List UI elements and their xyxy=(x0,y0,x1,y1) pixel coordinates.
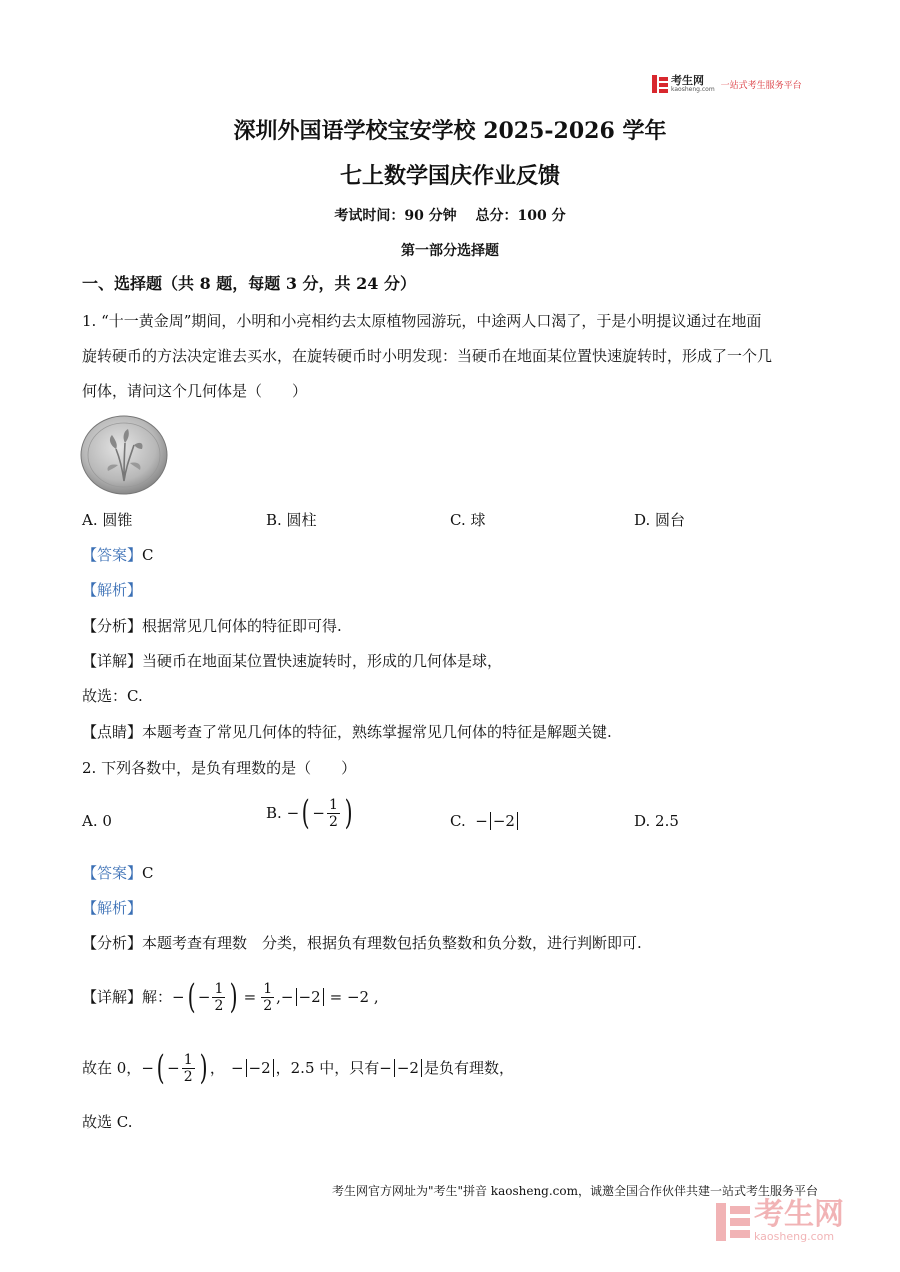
q2-fenxi xyxy=(82,933,642,953)
q2-conclusion: 故选 C. xyxy=(82,1113,133,1131)
number-two: 2 xyxy=(311,988,321,1006)
minus-sign: − xyxy=(396,1059,410,1077)
q2-line3-mid: ， xyxy=(209,1059,225,1077)
q1-answer-label: 【答案】 xyxy=(82,546,143,564)
q2-xiangjie: 【详解】 解： − ( − $\frac{1}{2}$ ) = $\frac{1}{2}$ , − − 2 = −2 , xyxy=(82,977,379,1017)
q1-option-c: C. 球 xyxy=(450,511,486,529)
fraction xyxy=(182,1052,195,1085)
q2-answer-label: 【答案】 xyxy=(82,864,143,882)
q2-answer-value: C xyxy=(142,864,154,882)
q2-option-c-prefix: C. xyxy=(450,812,466,830)
minus-sign: − xyxy=(492,812,506,830)
minus-sign: − xyxy=(172,988,185,1006)
fraction-numerator: 1 xyxy=(329,796,338,813)
minus-sign: − xyxy=(197,988,211,1006)
q1-answer-value: C xyxy=(142,546,154,564)
minus-sign: − xyxy=(230,1059,244,1077)
comma: , xyxy=(276,988,281,1006)
q2-reasoning: 故在 0， − ( − $\frac{1}{2}$ ) ， − − 2 ，2.5 中，只有 − − 2 是负有理数， xyxy=(82,1048,514,1088)
q1-text-line1: 1. “十一黄金周”期间，小明和小亮相约去太原植物园游玩，中途两人口渴了，于是小明提议通过在地面 xyxy=(82,312,762,330)
q2-option-a: A. 0 xyxy=(82,812,112,830)
fraction xyxy=(212,981,225,1014)
title-line1: 深圳外国语学校宝安学校 2025-2026 学年 xyxy=(233,118,667,144)
fraction-denominator: 2 xyxy=(214,997,224,1014)
q1-dianjing-text: 本题考查了常见几何体的特征，熟练掌握常见几何体的特征是解题关键. xyxy=(142,723,612,741)
watermark xyxy=(716,1197,844,1243)
q2-line3-suffix1: ，2.5 中，只有 xyxy=(275,1059,380,1077)
q2-option-c xyxy=(450,811,520,831)
minus-sign: − xyxy=(286,804,300,822)
q1-text-line2: 旋转硬币的方法决定谁去买水，在旋转硬币时小明发现：当硬币在地面某位置快速旋转时，形成了一个几 xyxy=(82,347,773,365)
logo-slogan: 一站式考生服务平台 xyxy=(720,80,802,91)
watermark-domain: kaosheng.com xyxy=(754,1230,835,1243)
q1-dianjing xyxy=(82,722,612,742)
q2-option-d: D. 2.5 xyxy=(634,812,679,830)
watermark-text: 考生网 xyxy=(754,1197,844,1232)
q1-xiangjie-text: 当硬币在地面某位置快速旋转时，形成的几何体是球， xyxy=(142,652,503,670)
q1-option-b: B. 圆柱 xyxy=(266,511,317,529)
header-logo xyxy=(652,72,802,96)
q2-option-b-prefix: B. xyxy=(266,804,282,822)
number-two: 2 xyxy=(505,812,515,830)
equals-sign: = xyxy=(243,988,257,1006)
fraction xyxy=(327,797,340,830)
q2-xiangjie-prefix: 解： xyxy=(142,988,173,1006)
fraction-numerator: 1 xyxy=(214,980,224,997)
equation-result: = −2 , xyxy=(329,988,379,1006)
minus-sign: − xyxy=(141,1059,154,1077)
q1-xiangjie-label: 【详解】 xyxy=(82,652,143,670)
minus-sign: − xyxy=(475,812,488,830)
q2-fenxi-label: 【分析】 xyxy=(82,934,143,952)
minus-sign: − xyxy=(298,988,312,1006)
q2-xiangjie-label: 【详解】 xyxy=(82,988,143,1006)
q1-analysis-label: 【解析】 xyxy=(82,581,143,599)
title-line2: 七上数学国庆作业反馈 xyxy=(339,163,560,189)
kaosheng-logo-icon xyxy=(716,1203,750,1241)
q1-fenxi xyxy=(82,616,342,636)
q2-answer xyxy=(82,863,154,883)
q1-option-d: D. 圆台 xyxy=(634,511,686,529)
footer-text: 考生网官方网址为"考生"拼音 kaosheng.com，诚邀全国合作伙伴共建一站式考生服务平台 xyxy=(331,1184,818,1198)
fraction-denominator: 2 xyxy=(329,813,338,830)
q2-line3-prefix: 故在 0， xyxy=(82,1059,142,1077)
kaosheng-logo-icon xyxy=(652,75,668,93)
q2-text: 2. 下列各数中，是负有理数的是（ ） xyxy=(82,759,357,777)
fraction xyxy=(261,981,274,1014)
section-title: 一、选择题（共 8 题，每题 3 分，共 24 分） xyxy=(82,274,416,293)
number-two: 2 xyxy=(409,1059,419,1077)
q2-fenxi-text: 本题考查有理数 分类，根据负有理数包括负整数和负分数，进行判断即可. xyxy=(142,934,642,952)
fraction-numerator: 1 xyxy=(263,980,273,997)
q1-answer xyxy=(82,545,154,565)
q2-analysis-label: 【解析】 xyxy=(82,899,143,917)
fraction-denominator: 2 xyxy=(183,1068,193,1085)
minus-sign: − xyxy=(167,1059,180,1077)
minus-sign: − xyxy=(280,988,294,1006)
number-two: 2 xyxy=(261,1059,271,1077)
q1-option-a: A. 圆锥 xyxy=(82,511,133,529)
part-title: 第一部分选择题 xyxy=(401,243,499,259)
coin-icon xyxy=(80,415,168,499)
minus-sign: − xyxy=(379,1059,392,1077)
q1-dianjing-label: 【点睛】 xyxy=(82,723,143,741)
fraction-numerator: 1 xyxy=(183,1051,193,1068)
minus-sign: − xyxy=(248,1059,262,1077)
q2-option-b: B. − ( − $\frac{1}{2}$ ) xyxy=(266,793,353,833)
q1-fenxi-text: 根据常见几何体的特征即可得. xyxy=(142,617,342,635)
q1-xiangjie xyxy=(82,651,502,671)
exam-info: 考试时间：90 分钟 总分：100 分 xyxy=(334,208,566,224)
logo-domain: kaosheng.com xyxy=(671,86,715,93)
q1-fenxi-label: 【分析】 xyxy=(82,617,143,635)
q1-text-line3: 何体，请问这个几何体是（ ） xyxy=(82,382,308,400)
minus-sign: − xyxy=(312,804,325,822)
logo-name: 考生网 xyxy=(671,74,704,87)
q1-conclusion: 故选：C. xyxy=(82,687,143,705)
fraction-denominator: 2 xyxy=(263,997,273,1014)
q2-line3-suffix2: 是负有理数， xyxy=(423,1059,514,1077)
